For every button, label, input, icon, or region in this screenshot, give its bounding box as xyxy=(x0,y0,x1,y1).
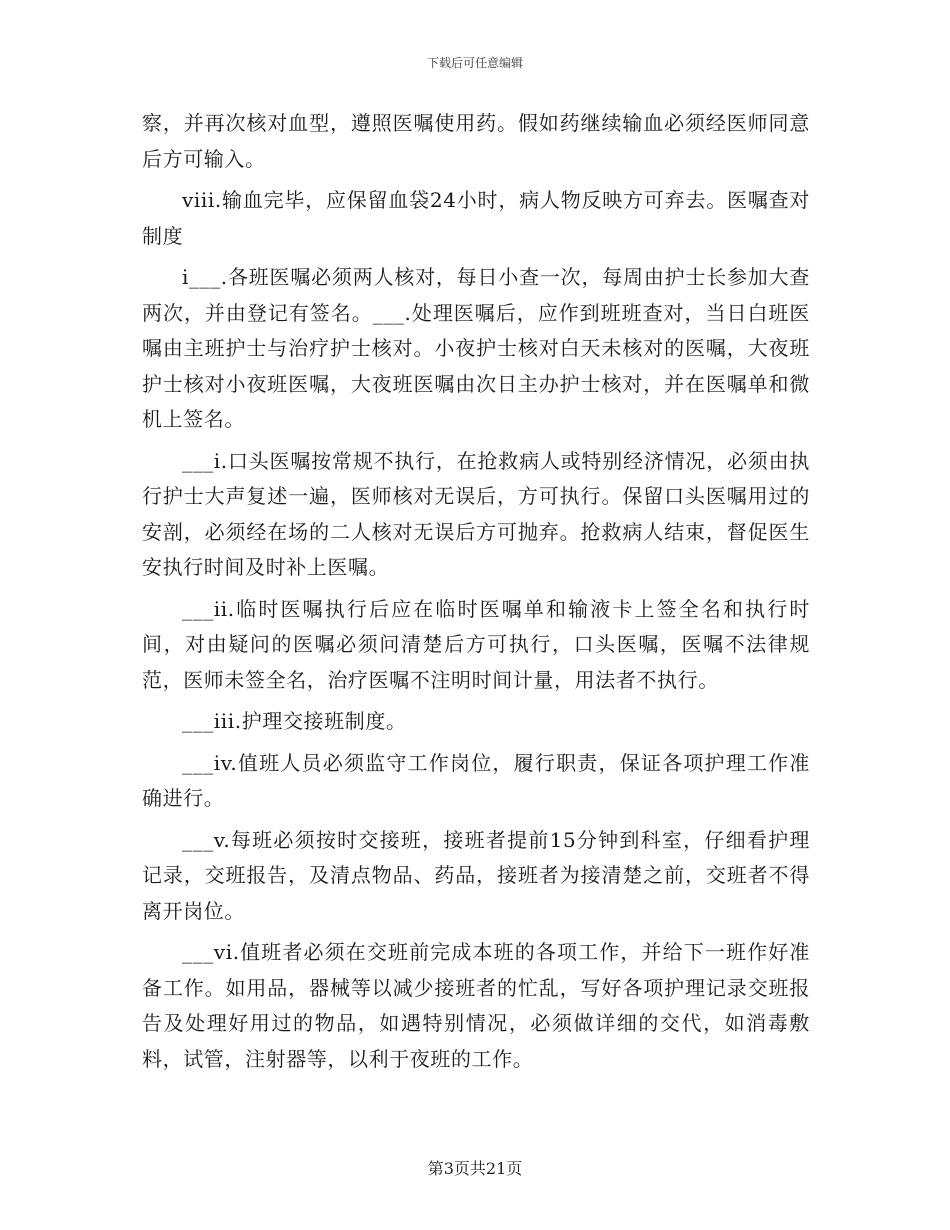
paragraph-1: 察，并再次核对血型，遵照医嘱使用药。假如药继续输血必须经医师同意后方可输入。 xyxy=(142,111,810,171)
paragraph-6: ___iii.护理交接班制度。 xyxy=(182,709,407,733)
paragraph-4: ___i.口头医嘱按常规不执行，在抢救病人或特别经济情况，必须由执行护士大声复述一遍，医师核对无误后，方可执行。保留口头医嘱用过的安剖，必须经在场的二人核对无误后方可抛弃。抢救病人结束，督促医生安执行时间及时补上医嘱。 xyxy=(142,448,810,579)
paragraph-7: ___iv.值班人员必须监守工作岗位，履行职责，保证各项护理工作准确进行。 xyxy=(142,750,810,810)
paragraph-2: viii.输血完毕，应保留血袋24小时，病人物反映方可弃去。医嘱查对制度 xyxy=(142,188,810,248)
page-header: 下载后可任意编辑 xyxy=(426,56,523,70)
paragraph-5: ___ii.临时医嘱执行后应在临时医嘱单和输液卡上签全名和执行时间，对由疑问的医嘱必须问清楚后方可执行，口头医嘱，医嘱不法律规范，医师未签全名，治疗医嘱不注明时间计量，用法者不执行。 xyxy=(142,596,810,692)
paragraph-8: ___v.每班必须按时交接班，接班者提前15分钟到科室，仔细看护理记录，交班报告，及清点物品、药品，接班者为接清楚之前，交班者不得离开岗位。 xyxy=(142,827,810,923)
paragraph-9: ___vi.值班者必须在交班前完成本班的各项工作，并给下一班作好准备工作。如用品，器械等以减少接班者的忙乱，写好各项护理记录交班报告及处理好用过的物品，如遇特别情况，必须做详细的交代，如消毒敷料，试管，注射器等，以利于夜班的工作。 xyxy=(142,940,810,1071)
paragraph-3: i___.各班医嘱必须两人核对，每日小查一次，每周由护士长参加大查两次，并由登记有签名。___.处理医嘱后，应作到班班查对，当日白班医嘱由主班护士与治疗护士核对。小夜护士核对白天未核对的医嘱，大夜班护士核对小夜班医嘱，大夜班医嘱由次日主办护士核对，并在医嘱单和微机上签名。 xyxy=(142,265,810,431)
page-footer: 第3页共21页 xyxy=(427,1159,523,1178)
document-body xyxy=(142,106,810,1083)
